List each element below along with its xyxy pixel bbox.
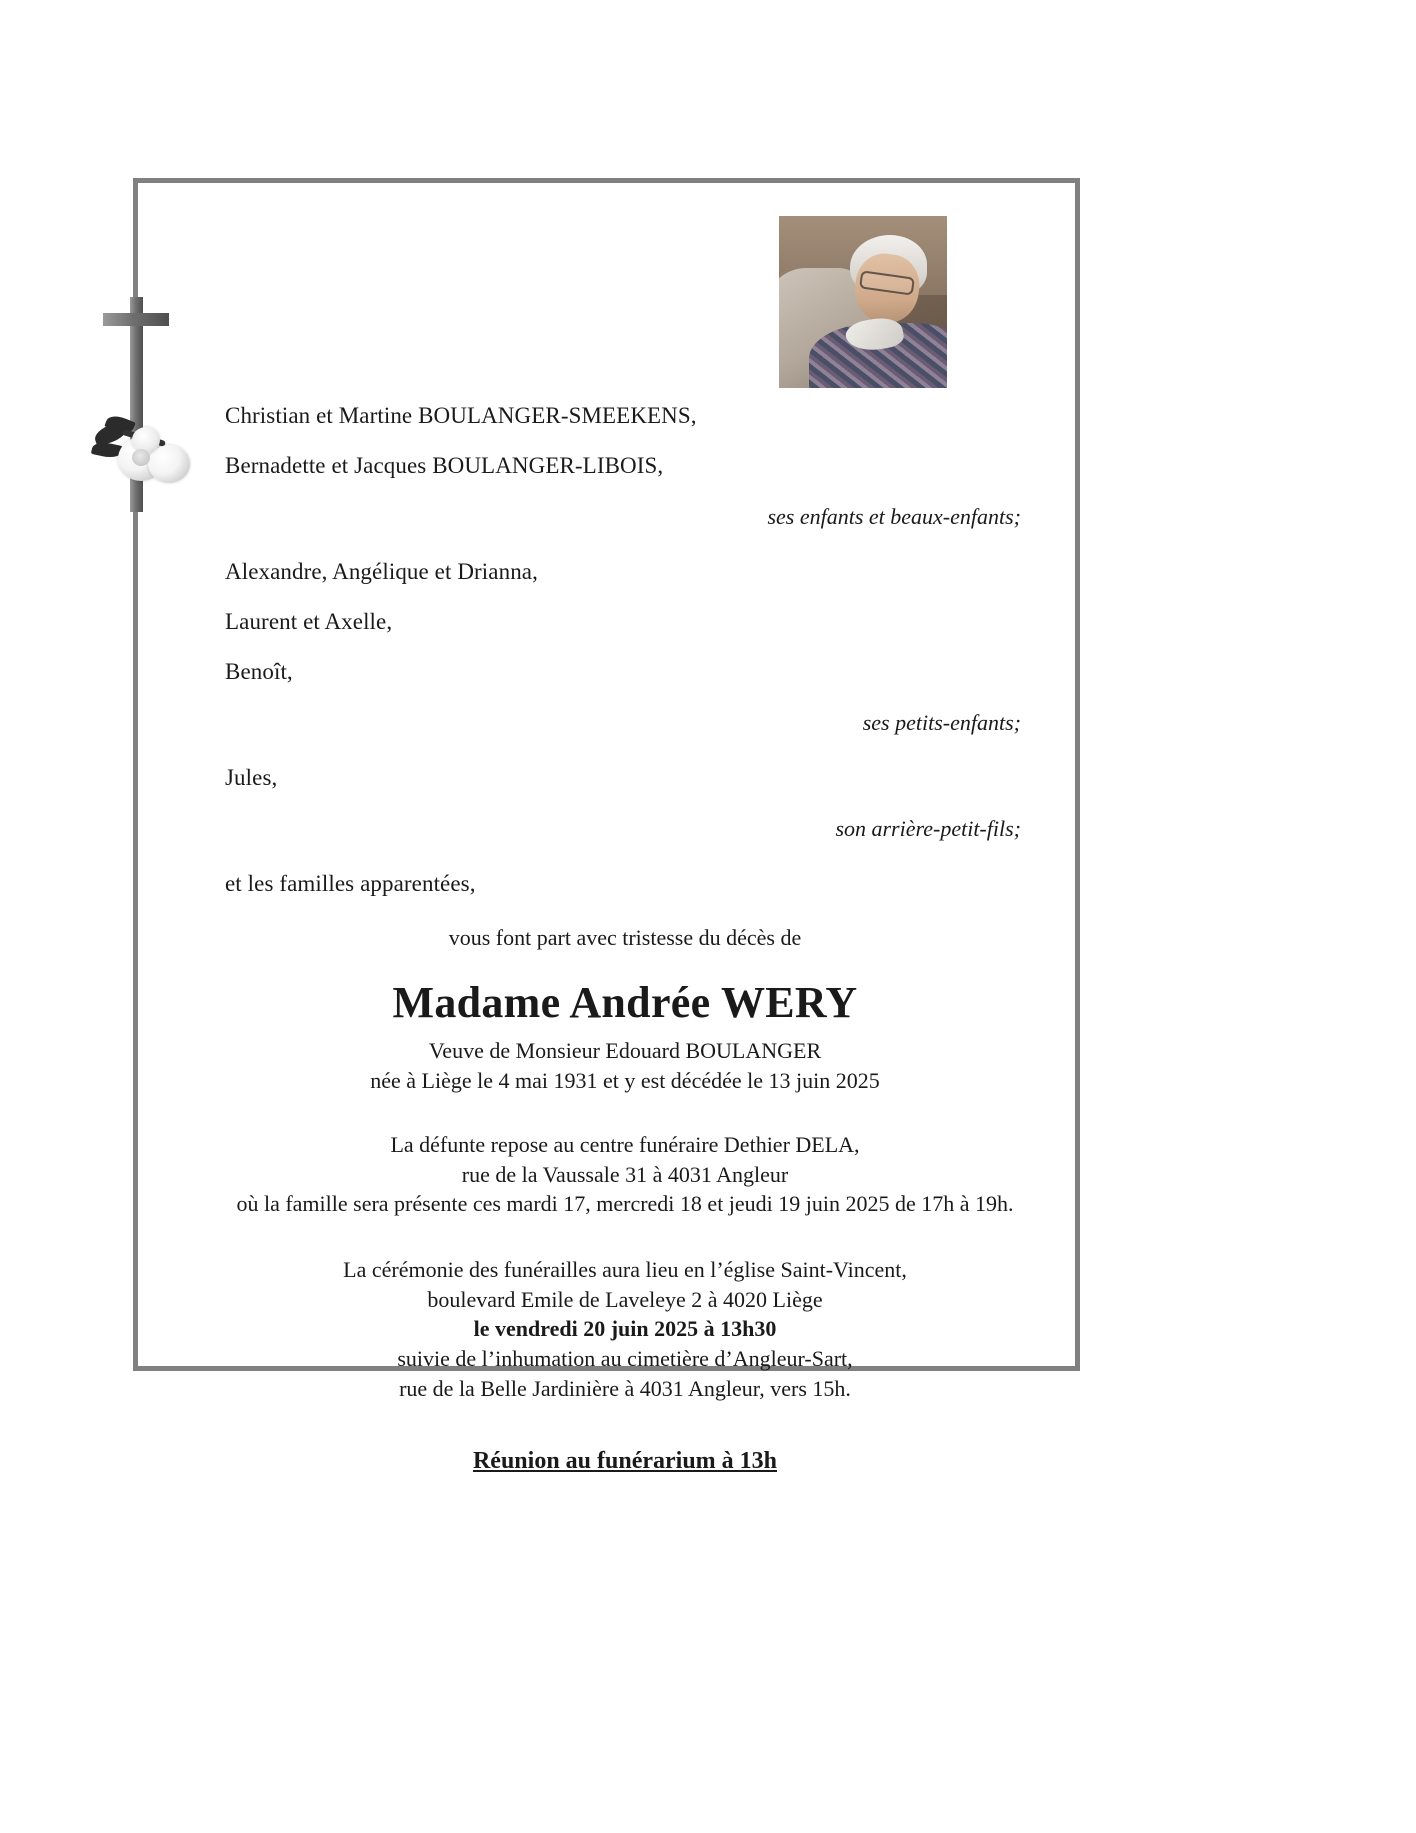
- family-role-children: ses enfants et beaux-enfants;: [767, 504, 1021, 529]
- ceremony-line-4: suivie de l’inhumation au cimetière d’Angleur-Sart,: [397, 1346, 853, 1372]
- family-block: [225, 404, 1025, 1475]
- widow-of-line: Veuve de Monsieur Edouard BOULANGER: [428, 1038, 822, 1063]
- family-role-grandchildren: ses petits-enfants;: [862, 710, 1021, 735]
- family-line-children-1: Christian et Martine BOULANGER-SMEEKENS,: [225, 403, 697, 428]
- ceremony-line-5: rue de la Belle Jardinière à 4031 Angleur, vers 15h.: [399, 1375, 851, 1401]
- meeting-note: Réunion au funérarium à 13h: [472, 1447, 778, 1474]
- ceremony-line-2: boulevard Emile de Laveleye 2 à 4020 Liège: [427, 1286, 823, 1312]
- family-role-great-grandchild: son arrière-petit-fils;: [835, 816, 1021, 841]
- repose-line-2: rue de la Vaussale 31 à 4031 Angleur: [461, 1161, 789, 1187]
- family-line-children-2: Bernadette et Jacques BOULANGER-LIBOIS,: [225, 453, 664, 478]
- family-line-grandchildren-1: Alexandre, Angélique et Drianna,: [225, 559, 538, 584]
- repose-line-1: La défunte repose au centre funéraire Dethier DELA,: [390, 1132, 860, 1157]
- family-line-related: et les familles apparentées,: [225, 871, 476, 896]
- repose-paragraph: [225, 1130, 1025, 1219]
- announcement-intro: vous font part avec tristesse du décès de: [448, 925, 802, 950]
- family-line-grandchildren-3: Benoît,: [225, 659, 293, 684]
- ceremony-line-1: La cérémonie des funérailles aura lieu en l’église Saint-Vincent,: [343, 1257, 907, 1283]
- repose-line-3: où la famille sera présente ces mardi 17, mercredi 18 et jeudi 19 juin 2025 de 17h à 19h.: [236, 1191, 1014, 1217]
- birth-death-line: née à Liège le 4 mai 1931 et y est décédée le 13 juin 2025: [370, 1068, 880, 1093]
- ceremony-paragraph: [225, 1255, 1025, 1403]
- deceased-name: Madame Andrée WERY: [392, 978, 858, 1027]
- family-line-grandchildren-2: Laurent et Axelle,: [225, 609, 393, 634]
- ceremony-datetime: le vendredi 20 juin 2025 à 13h30: [473, 1316, 777, 1342]
- family-line-great-grandchild: Jules,: [225, 765, 278, 790]
- announcement-content: [133, 178, 1080, 1474]
